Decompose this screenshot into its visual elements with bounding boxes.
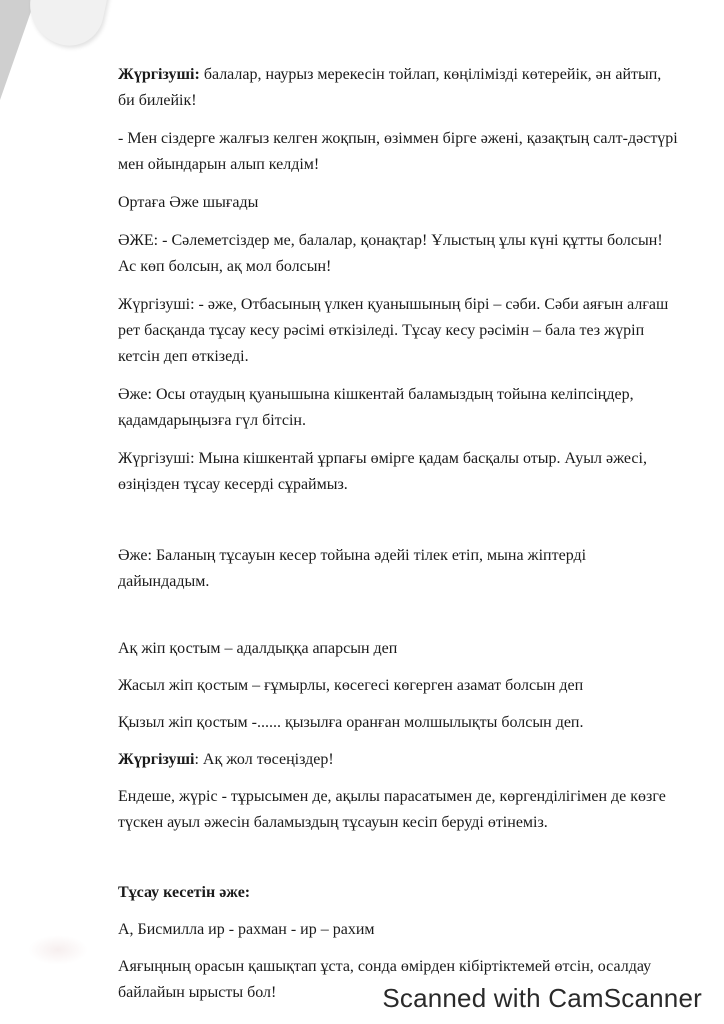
paragraph-host-road bbox=[118, 747, 678, 773]
paragraph-aje-wish: Әже: Осы отаудың қуанышына кішкентай баламыздың тойына келіпсіңдер, қадамдарыңызға гүл бітсін. bbox=[118, 386, 634, 429]
paragraph-host-grandma: - Мен сіздерге жалғыз келген жоқпын, өзіммен бірге әжені, қазақтың салт-дәстүрі мен ойындарын алып келдім! bbox=[118, 130, 678, 173]
paragraph-aje-greeting: ӘЖЕ: - Сәлеметсіздер ме, балалар, қонақтар! Ұлыстың ұлы күні құтты болсын! Ас көп болсын, ақ мол болсын! bbox=[118, 232, 663, 275]
paper-smudge bbox=[28, 935, 88, 965]
speaker-label: Жүргізуші bbox=[118, 751, 195, 768]
section-heading: Тұсау кесетін әже: bbox=[118, 884, 251, 901]
paragraph-text: : Ақ жол төсеңіздер! bbox=[194, 751, 334, 768]
stage-direction: Ортаға Әже шығады bbox=[118, 194, 259, 211]
paragraph-invite-aje: Ендеше, жүріс - тұрысымен де, ақылы парасатымен де, көргенділігімен де көзге түскен ауыл әжесін баламыздың тұсауын кесіп беруді өтінеміз. bbox=[118, 788, 666, 831]
corner-shadow bbox=[0, 0, 35, 100]
camscanner-watermark: Scanned with CamScanner bbox=[382, 983, 702, 1013]
corner-fold bbox=[23, 0, 113, 52]
paragraph-text: балалар, наурыз мерекесін тойлап, көңілімізді көтерейік, ән айтып, би билейік! bbox=[118, 66, 662, 109]
paragraph-bismillah: А, Бисмилла ир - рахман - ир – рахим bbox=[118, 921, 375, 938]
speaker-label: Жүргізуші: bbox=[118, 66, 200, 83]
paragraph-host-request: Жүргізуші: Мына кішкентай ұрпағы өмірге қадам басқалы отыр. Ауыл әжесі, өзіңізден тұсау кесерді сұраймыз. bbox=[118, 450, 647, 493]
paragraph-host-tusau: Жүргізуші: - әже, Отбасының үлкен қуанышының бірі – сәби. Сәби аяғын алғаш рет басқанда тұсау кесу рәсімі өткізіледі. Тұсау кесу рәсімін – бала тез жүріп кетсін деп өткізеді. bbox=[118, 296, 669, 365]
document-body bbox=[118, 62, 678, 1006]
paragraph-aje-threads: Әже: Баланың тұсауын кесер тойына әдейі тілек етіп, мына жіптерді дайындадым. bbox=[118, 547, 587, 590]
verse-white-thread: Ақ жіп қостым – адалдыққа апарсын деп bbox=[118, 640, 398, 657]
verse-red-thread: Қызыл жіп қостым -...... қызылға оранған молшылықты болсын деп. bbox=[118, 714, 584, 731]
paragraph-blessing: Аяғыңның орасын қашықтап ұста, сонда өмірден кібіртіктемей өтсін, осалдау байлайын ырысты бол! bbox=[118, 958, 652, 1001]
verse-green-thread: Жасыл жіп қостым – ғұмырлы, көсегесі көгерген азамат болсын деп bbox=[118, 677, 584, 694]
paragraph-host-intro bbox=[118, 62, 678, 114]
